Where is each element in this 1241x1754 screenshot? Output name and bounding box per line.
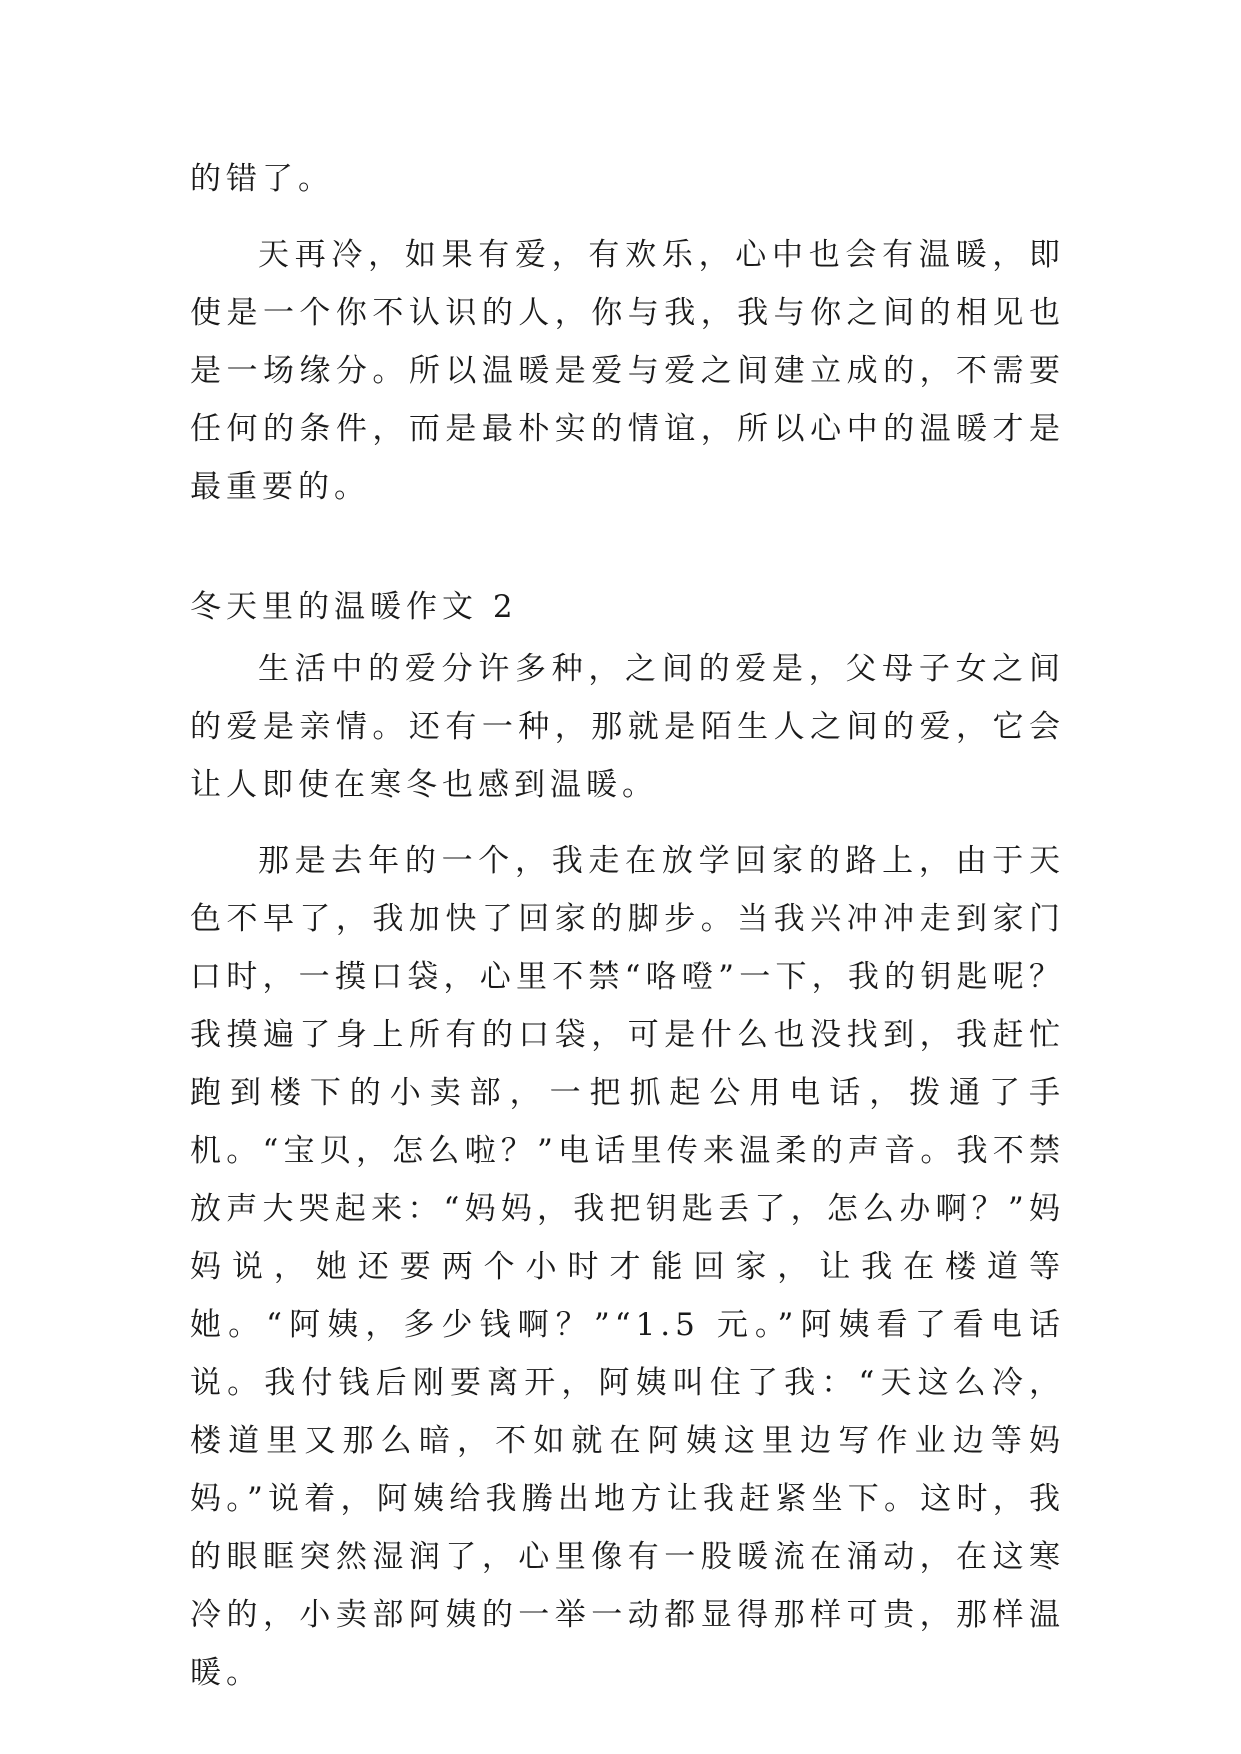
paragraph-types-of-love: 生活中的爱分许多种，之间的爱是，父母子女之间的爱是亲情。还有一种，那就是陌生人之间的爱，它会让人即使在寒冬也感到温暖。 [190, 651, 1065, 803]
paragraph-warmth-summary: 天再冷，如果有爱，有欢乐，心中也会有温暖，即使是一个你不认识的人，你与我，我与你之间的相见也是一场缘分。所以温暖是爱与爱之间建立成的，不需要任何的条件，而是最朴实的情谊，所以心中的温暖才是最重要的。 [190, 237, 1065, 505]
paragraph-continuation: 的错了。 [190, 161, 334, 197]
section-heading: 冬天里的温暖作文 2 [190, 589, 518, 625]
paragraph-story: 那是去年的一个，我走在放学回家的路上，由于天色不早了，我加快了回家的脚步。当我兴冲冲走到家门口时，一摸口袋，心里不禁“咯噔”一下，我的钥匙呢？我摸遍了身上所有的口袋，可是什么也没找到，我赶忙跑到楼下的小卖部，一把抓起公用电话，拨通了手机。“宝贝，怎么啦？”电话里传来温柔的声音。我不禁放声大哭起来：“妈妈，我把钥匙丢了，怎么办啊？”妈妈说，她还要两个小时才能回家，让我在楼道等她。“阿姨，多少钱啊？”“1.5 元。”阿姨看了看电话说。我付钱后刚要离开，阿姨叫住了我：“天这么冷，楼道里又那么暗，不如就在阿姨这里边写作业边等妈妈。”说着，阿姨给我腾出地方让我赶紧坐下。这时，我的眼眶突然湿润了，心里像有一股暖流在涌动，在这寒冷的，小卖部阿姨的一举一动都显得那样可贵，那样温暖。 [190, 843, 1065, 1691]
document-page [190, 150, 1065, 1702]
